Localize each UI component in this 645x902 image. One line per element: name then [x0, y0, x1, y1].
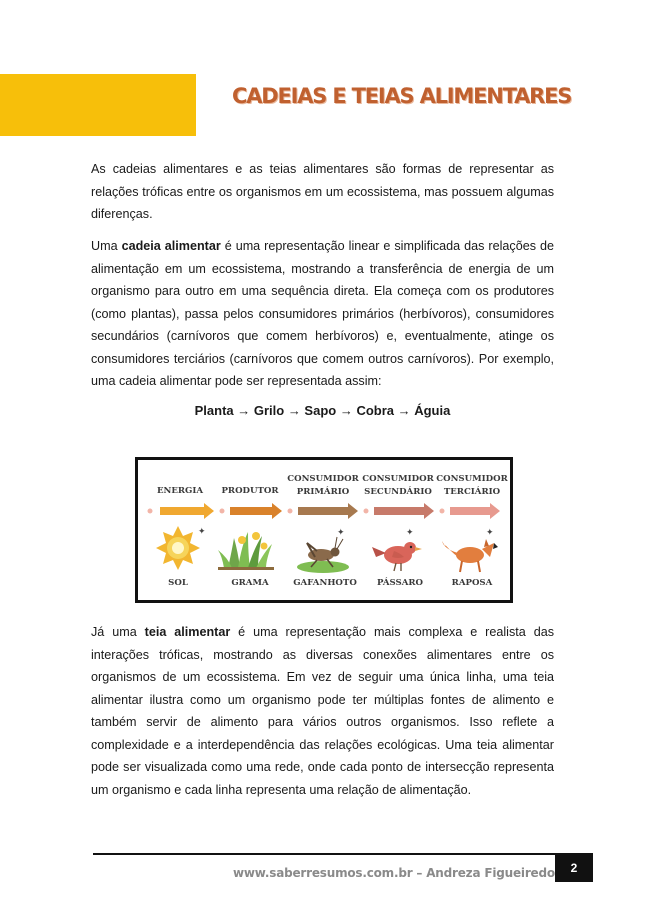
paragraph-text: é uma representação mais complexa e realista das interações tróficas, mostrando as diversas conexões alimentares entre os organismos de um ecossistema. Em vez de seguir uma única linha, uma teia alimentar ilustra como um organismo pode ter múltiplas fontes de alimento e também servir de alimento para vários outros organismos. Isso reflete a complexidade e a interdependência das relações ecológicas. Uma teia alimentar pode ser visualizada como uma rede, onde cada ponto de intersecção representa um organismo e cada linha representa uma relação de alimentação. — [91, 625, 554, 797]
organism-label-grama: GRAMA — [231, 578, 269, 588]
stage-label-produtor: PRODUTOR — [221, 486, 279, 496]
stage-label-energia: ENERGIA — [156, 486, 204, 496]
arrow-3 — [298, 503, 358, 519]
grass-icon — [218, 532, 274, 570]
stage-label-terciario: TERCIÁRIO — [443, 487, 501, 497]
dot — [288, 509, 293, 514]
bird-icon — [372, 527, 422, 571]
svg-text:✦: ✦ — [198, 526, 206, 536]
dot — [220, 509, 225, 514]
term-food-chain: cadeia alimentar — [121, 239, 221, 253]
organism-label-raposa: RAPOSA — [451, 578, 493, 588]
stage-label-secundario: SECUNDÁRIO — [364, 487, 432, 497]
header-accent-band — [0, 74, 196, 136]
food-web-paragraph — [91, 621, 554, 801]
paragraph-text: As cadeias alimentares e as teias alimentares são formas de representar as relações tróficas entre os organismos em um ecossistema, mas possuem algumas diferenças. — [91, 162, 554, 221]
arrow-2 — [230, 503, 282, 519]
term-food-web: teia alimentar — [144, 625, 231, 639]
food-chain-paragraph — [91, 235, 554, 393]
page-title: CADEIAS E TEIAS ALIMENTARES — [232, 84, 572, 108]
arrow-4 — [374, 503, 434, 519]
stage-label-line1: CONSUMIDOR — [287, 474, 359, 484]
food-chain-figure — [135, 457, 513, 603]
footer-divider — [93, 853, 593, 855]
intro-paragraph — [91, 158, 554, 226]
arrow-5 — [450, 503, 500, 519]
dot — [148, 509, 153, 514]
dot — [440, 509, 445, 514]
paragraph-prefix: Uma — [91, 239, 122, 253]
arrow-1 — [160, 503, 214, 519]
footer-credit: www.saberresumos.com.br – Andreza Figueiredo — [233, 866, 555, 880]
paragraph-prefix: Já uma — [91, 625, 145, 639]
sun-icon — [156, 526, 206, 570]
organism-label-sol: SOL — [168, 578, 188, 588]
organism-label-gafanhoto: GAFANHOTO — [293, 578, 357, 588]
stage-label-line1: CONSUMIDOR — [436, 474, 508, 484]
chain-example: Planta → Grilo → Sapo → Cobra → Águia — [194, 403, 451, 418]
energy-flow-arrows — [148, 503, 501, 519]
food-chain-illustration — [138, 460, 510, 600]
stage-label-primario: PRIMÁRIO — [296, 487, 350, 497]
svg-text:✦: ✦ — [486, 527, 494, 537]
paragraph-text: é uma representação linear e simplificada das relações de alimentação em um ecossistema, mostrando a transferência de energia de um organismo para outro em uma sequência direta. Ela começa com os produtores (como plantas), passa pelos consumidores primários (herbívoros), consumidores secundários (carnívoros que comem herbívoros) e, eventualmente, atinge os consumidores terciários (carnívoros que comem outros carnívoros). Por exemplo, uma cadeia alimentar pode ser representada assim: — [91, 239, 554, 388]
svg-text:✦: ✦ — [406, 527, 414, 537]
stage-label-line1: CONSUMIDOR — [362, 474, 434, 484]
grasshopper-icon — [297, 527, 349, 573]
page-number: 2 — [555, 855, 593, 882]
organism-label-passaro: PÁSSARO — [376, 578, 424, 588]
svg-text:✦: ✦ — [337, 527, 345, 537]
fox-icon — [442, 527, 498, 572]
dot — [364, 509, 369, 514]
